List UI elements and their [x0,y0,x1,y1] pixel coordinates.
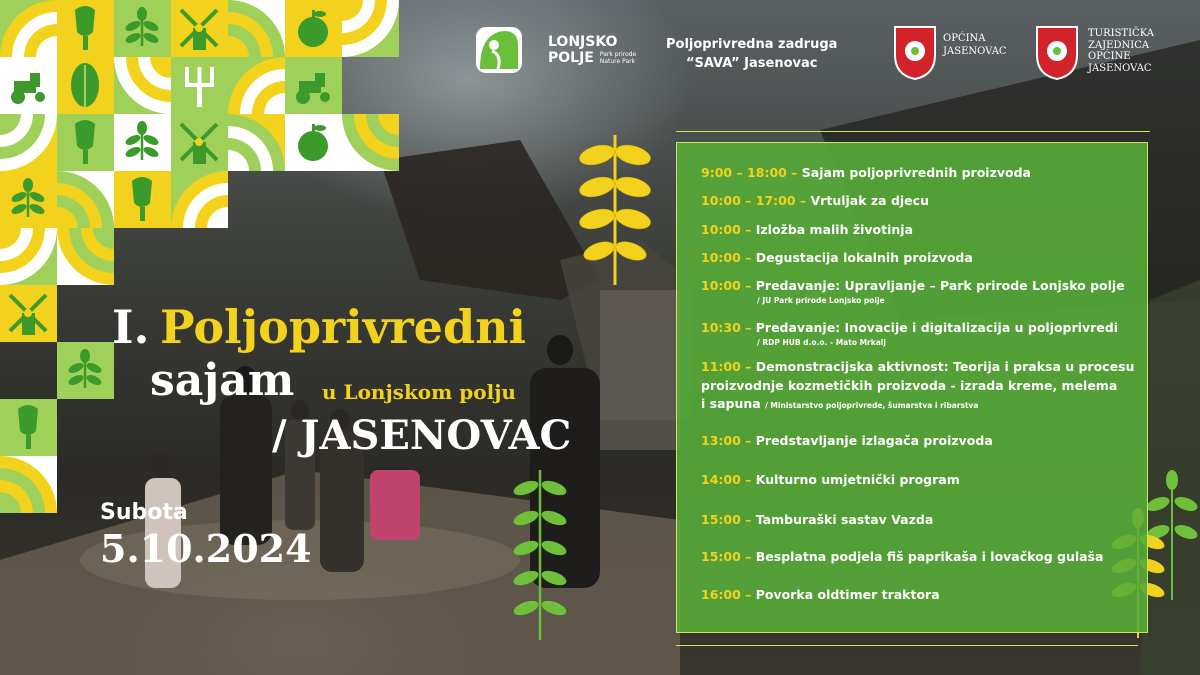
schedule-organizer: / Ministarstvo poljoprivrede, šumarstva i ribarstva [765,401,979,410]
schedule-row [701,396,978,411]
decorative-tile [0,228,57,285]
schedule-text: Predavanje: Upravljanje – Park prirode Lonjsko polje [755,278,1125,293]
tourist-board-name-3: OPĆINE [1088,51,1131,62]
leaf-branch-icon [510,470,570,640]
decorative-tile-grid [0,0,400,590]
schedule-time: 10:00 – [701,250,752,265]
title-word-2: sajam [150,355,295,406]
decorative-tile [57,342,114,399]
decorative-tile [57,0,114,57]
wheat-stalk-icon [575,135,655,285]
schedule-text-line: proizvodnje kozmetičkih proizvoda - izrada kreme, melema [701,378,1118,393]
schedule-row [701,193,929,208]
schedule-text: Povorka oldtimer traktora [755,587,940,602]
schedule-text: Besplatna podjela fiš paprikaša i lovačkog gulaša [755,549,1104,564]
decorative-tile [114,114,171,171]
schedule-row [701,433,993,448]
municipality-coat-of-arms-icon [893,25,937,81]
schedule-row [701,222,913,237]
schedule-row [701,359,1134,374]
decorative-tile [0,456,57,513]
municipality-name-2: JASENOVAC [943,46,1007,57]
decorative-tile [0,114,57,171]
decorative-tile [228,0,285,57]
title-place: u Lonjskom polju [322,380,516,404]
panel-frame-line [676,645,1138,646]
decorative-tile [0,171,57,228]
decorative-tile [57,171,114,228]
tourist-board-name-2: ZAJEDNICA [1088,39,1150,51]
decorative-tile [171,171,228,228]
schedule-text: Vrtuljak za djecu [810,193,929,208]
schedule-panel [676,142,1148,633]
decorative-tile [171,0,228,57]
event-date: 5.10.2024 [100,526,312,571]
title-numeral: I. [112,300,150,354]
tourist-board-name-4: JASENOVAC [1088,62,1152,74]
schedule-time: 10:00 – [701,278,752,293]
park-logo-sub-en: Nature Park [599,58,636,65]
schedule-row [701,250,973,265]
tourist-board-name-1: TURISTIČKA [1088,28,1154,39]
decorative-tile [228,57,285,114]
municipality-name-1: OPĆINA [943,33,986,44]
schedule-time: 10:00 – [701,222,752,237]
schedule-time: 11:00 – [701,359,752,374]
schedule-time: 15:00 – [701,549,752,564]
schedule-time: 10:30 – [701,320,752,335]
schedule-row [701,472,960,487]
schedule-text: Sajam poljoprivrednih proizvoda [801,165,1031,180]
decorative-tile [171,114,228,171]
decorative-tile [0,285,57,342]
decorative-tile [0,399,57,456]
schedule-time: 9:00 – 18:00 – [701,165,798,180]
tourist-board-coat-of-arms-icon [1035,25,1079,81]
panel-frame-line [676,131,1150,132]
schedule-row [701,549,1103,564]
event-day: Subota [100,500,188,525]
schedule-text: Tamburaški sastav Vazda [755,512,934,527]
title-town: / JASENOVAC [272,412,572,459]
decorative-tile [0,57,57,114]
schedule-text: Kulturno umjetnički program [755,472,960,487]
decorative-tile [57,114,114,171]
schedule-time: 13:00 – [701,433,752,448]
park-logo-name-2: POLJE [548,50,594,66]
decorative-tile [285,57,342,114]
schedule-row [701,320,1118,335]
decorative-tile [57,228,114,285]
schedule-row [701,278,1125,293]
schedule-row [701,587,940,602]
schedule-text: Predstavljanje izlagača proizvoda [755,433,993,448]
schedule-text-line: i sapuna [701,396,761,411]
schedule-text: Demonstracijska aktivnost: Teorija i praksa u procesu [755,359,1135,374]
decorative-tile [285,0,342,57]
decorative-tile [57,57,114,114]
schedule-time: 14:00 – [701,472,752,487]
decorative-tile [0,0,57,57]
schedule-organizer: / JU Park prirode Lonjsko polje [757,296,885,305]
schedule-time: 10:00 – 17:00 – [701,193,807,208]
decorative-tile [114,171,171,228]
decorative-tile [285,114,342,171]
schedule-time: 15:00 – [701,512,752,527]
title-word-1: Poljoprivredni [160,300,527,354]
schedule-text: Izložba malih životinja [755,222,914,237]
schedule-organizer: / RDP HUB d.o.o. - Mato Mrkalj [757,338,886,347]
park-logo-name: LONJSKO [548,34,618,50]
schedule-text: Degustacija lokalnih proizvoda [755,250,973,265]
coop-name-line1: Poljoprivredna zadruga [666,37,838,52]
decorative-tile [342,114,399,171]
decorative-tile [228,114,285,171]
decorative-tile [342,0,399,57]
lonjsko-polje-logo-icon [474,25,524,77]
schedule-time: 16:00 – [701,587,752,602]
decorative-tile [114,57,171,114]
coop-name-line2: “SAVA” Jasenovac [685,56,818,71]
decorative-tile [114,0,171,57]
park-logo-sub: Park prirode [599,51,637,58]
schedule-row [701,165,1031,180]
schedule-text: Predavanje: Inovacije i digitalizacija u poljoprivredi [755,320,1118,335]
schedule-row [701,512,933,527]
decorative-tile [171,57,228,114]
